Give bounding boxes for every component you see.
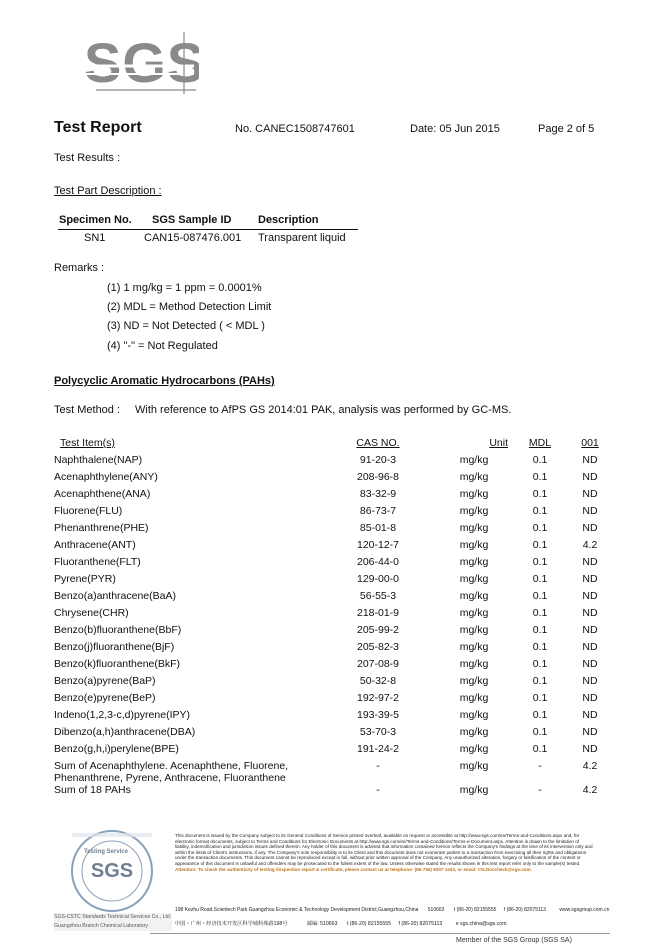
cas-number: 206-44-0 xyxy=(356,556,400,568)
sum-value: 4.2 xyxy=(582,784,598,796)
cas-number: 205-82-3 xyxy=(356,641,400,653)
cas-number: 207-08-9 xyxy=(356,658,400,670)
address-cn: 中国・广州・经济技术开发区科学城科珠路198号 xyxy=(175,921,288,927)
test-item: Benzo(b)fluoranthene(BbF) xyxy=(54,624,182,636)
table-row xyxy=(54,675,614,692)
sum-item: Sum of 18 PAHs xyxy=(54,784,131,796)
mdl: 0.1 xyxy=(532,590,548,602)
specimen-sample-id: CAN15-087476.001 xyxy=(144,232,242,244)
col-header-cas-label: CAS NO. xyxy=(356,437,400,449)
member-text: Member of the SGS Group (SGS SA) xyxy=(456,937,572,944)
result-001: ND xyxy=(582,488,598,500)
stamp-text: Testing Service xyxy=(84,849,128,855)
result-001: ND xyxy=(582,726,598,738)
table-sum-row xyxy=(54,760,614,784)
attention-text: Attention: To check the authenticity of testing /inspection report & certificate, please contact us at telephone: (86-755) 8307 1443, or email: CN.Doccheck@sgs.com xyxy=(175,866,531,872)
sum-item-line: Phenanthrene, Pyrene, Anthracene, Fluoranthene xyxy=(54,772,286,784)
mdl: 0.1 xyxy=(532,471,548,483)
specimen-header-desc: Description xyxy=(258,214,319,226)
sum-mdl: - xyxy=(538,784,542,796)
unit: mg/kg xyxy=(459,743,489,755)
result-001: ND xyxy=(582,454,598,466)
test-item: Benzo(k)fluoranthene(BkF) xyxy=(54,658,181,670)
cas-number: 85-01-8 xyxy=(359,522,397,534)
disclaimer-text: This document is issued by the Company subject to its General Conditions of Service printed overleaf, available on request or accessible at http://www.sgs.com/en/Terms-and-Conditions.aspx and, for electronic format documents, subject to Terms and Conditions for Electronic Documents at http://www.sgs.com/en/Terms-and-Conditions/Terms-e-Document.aspx. Attention is drawn to the limitation of liability, indemnification and jurisdiction issues defined therein. Any holder of this document is advised that information contained hereon reflects the Company's findings at the time of its intervention only and within the limits of Client's instructions, if any. The Company's sole responsibility is to its Client and this document does not exonerate parties to a transaction from exercising all their rights and obligations under the transaction documents. This document cannot be reproduced except in full, without prior written approval of the Company. Any unauthorized alteration, forgery or falsification of the content or appearance of this document is unlawful and offenders may be prosecuted to the fullest extent of the law. Unless otherwise stated the results shown in this test report refer only to the sample(s) tested. xyxy=(175,833,593,866)
test-item: Acenaphthene(ANA) xyxy=(54,488,151,500)
address-en: 198 Kezhu Road,Scientech Park Guangzhou Economic & Technology Development District,Guangzhou,China xyxy=(175,907,419,913)
report-number: No. CANEC1508747601 xyxy=(235,123,355,135)
lab-stamp xyxy=(54,825,172,935)
mdl: 0.1 xyxy=(532,709,548,721)
footer-disclaimer xyxy=(175,833,595,872)
specimen-header-no: Specimen No. xyxy=(59,214,132,226)
specimen-description: Transparent liquid xyxy=(258,232,346,244)
result-001: ND xyxy=(582,743,598,755)
table-row xyxy=(54,641,614,658)
unit: mg/kg xyxy=(459,641,489,653)
table-row xyxy=(54,624,614,641)
test-item: Fluoranthene(FLT) xyxy=(54,556,141,568)
remarks-label: Remarks : xyxy=(54,262,105,274)
unit: mg/kg xyxy=(459,505,489,517)
cas-number: 53-70-3 xyxy=(359,726,397,738)
cas-number: 193-39-5 xyxy=(356,709,400,721)
unit: mg/kg xyxy=(459,624,489,636)
remark-item: (3) ND = Not Detected ( < MDL ) xyxy=(107,320,265,332)
result-001: ND xyxy=(582,675,598,687)
test-item: Naphthalene(NAP) xyxy=(54,454,143,466)
cas-number: 208-96-8 xyxy=(356,471,400,483)
sum-item-line: Sum of Acenaphthylene. Acenaphthene, Fluorene, xyxy=(54,760,289,772)
unit: mg/kg xyxy=(459,607,489,619)
result-001: ND xyxy=(582,607,598,619)
fax-cn: f (86-20) 82075113 xyxy=(398,921,443,927)
test-item: Benzo(a)pyrene(BaP) xyxy=(54,675,156,687)
test-item: Benzo(j)fluoranthene(BjF) xyxy=(54,641,175,653)
col-header-001 xyxy=(566,437,614,454)
cas-number: 129-00-0 xyxy=(356,573,400,585)
test-item: Dibenzo(a,h)anthracene(DBA) xyxy=(54,726,196,738)
test-item: Benzo(a)anthracene(BaA) xyxy=(54,590,176,602)
sum-unit: mg/kg xyxy=(459,784,489,796)
unit: mg/kg xyxy=(459,675,489,687)
remark-item: (4) "-" = Not Regulated xyxy=(107,340,218,352)
test-item: Anthracene(ANT) xyxy=(54,539,136,551)
specimen-header-id: SGS Sample ID xyxy=(152,214,232,226)
unit: mg/kg xyxy=(459,573,489,585)
sum-value: 4.2 xyxy=(582,760,598,772)
cas-number: 120-12-7 xyxy=(356,539,400,551)
footer-rule xyxy=(150,933,610,934)
result-001: ND xyxy=(582,471,598,483)
cas-number: 192-97-2 xyxy=(356,692,400,704)
mdl: 0.1 xyxy=(532,743,548,755)
table-row xyxy=(54,743,614,760)
table-row xyxy=(54,522,614,539)
table-row xyxy=(54,709,614,726)
phone-cn: t (86-20) 82155555 xyxy=(346,921,392,927)
table-row xyxy=(54,505,614,522)
col-header-item-label: Test Item(s) xyxy=(60,437,115,449)
test-item: Acenaphthylene(ANY) xyxy=(54,471,158,483)
stamp-side-text: Guangzhou Branch Chemical Laboratory xyxy=(54,923,149,929)
mdl: 0.1 xyxy=(532,454,548,466)
unit: mg/kg xyxy=(459,471,489,483)
mdl: 0.1 xyxy=(532,539,548,551)
mdl: 0.1 xyxy=(532,692,548,704)
result-001: ND xyxy=(582,573,598,585)
footer-address-line-en xyxy=(175,907,609,913)
specimen-header-rule xyxy=(58,229,358,230)
result-001: ND xyxy=(582,658,598,670)
table-row xyxy=(54,692,614,709)
col-header-item xyxy=(54,437,322,454)
table-row xyxy=(54,658,614,675)
report-title: Test Report xyxy=(54,119,142,136)
unit: mg/kg xyxy=(459,658,489,670)
remark-item: (2) MDL = Method Detection Limit xyxy=(107,301,272,313)
sum-item xyxy=(54,760,322,784)
cas-number: 50-32-8 xyxy=(359,675,397,687)
mdl: 0.1 xyxy=(532,488,548,500)
sum-cas: - xyxy=(376,760,380,772)
col-header-unit-label: Unit xyxy=(489,437,508,449)
sum-cas: - xyxy=(376,784,380,796)
svg-text:SGS: SGS xyxy=(90,860,134,882)
section-title: Polycyclic Aromatic Hydrocarbons (PAHs) xyxy=(54,375,275,387)
result-001: ND xyxy=(582,522,598,534)
table-row xyxy=(54,607,614,624)
sgs-logo-graphic xyxy=(84,28,199,98)
mdl: 0.1 xyxy=(532,556,548,568)
phone-en: t (86-20) 82155555 xyxy=(453,907,497,913)
email: e sgs.china@sgs.com xyxy=(455,921,507,927)
mdl: 0.1 xyxy=(532,522,548,534)
cas-number: 56-55-3 xyxy=(359,590,397,602)
mdl: 0.1 xyxy=(532,726,548,738)
mdl: 0.1 xyxy=(532,658,548,670)
test-item: Benzo(e)pyrene(BeP) xyxy=(54,692,156,704)
table-row xyxy=(54,488,614,505)
test-item: Fluorene(FLU) xyxy=(54,505,123,517)
unit: mg/kg xyxy=(459,454,489,466)
cas-number: 218-01-9 xyxy=(356,607,400,619)
fax-en: f (86-20) 82075113 xyxy=(503,907,546,913)
col-header-unit xyxy=(434,437,514,454)
test-item: Phenanthrene(PHE) xyxy=(54,522,149,534)
svg-text:SGS: SGS xyxy=(84,31,199,94)
unit: mg/kg xyxy=(459,522,489,534)
table-row xyxy=(54,590,614,607)
footer-address-line-cn xyxy=(175,920,507,927)
table-row xyxy=(54,471,614,488)
mdl: 0.1 xyxy=(532,675,548,687)
website: www.sgsgroup.com.cn xyxy=(559,907,610,913)
page-number: Page 2 of 5 xyxy=(538,123,595,135)
cas-number: 91-20-3 xyxy=(359,454,397,466)
result-001: ND xyxy=(582,709,598,721)
table-row xyxy=(54,539,614,556)
remark-item: (1) 1 mg/kg = 1 ppm = 0.0001% xyxy=(107,282,262,294)
test-method-text: With reference to AfPS GS 2014:01 PAK, analysis was performed by GC-MS. xyxy=(135,404,512,416)
cas-number: 205-99-2 xyxy=(356,624,400,636)
results-table xyxy=(54,437,614,801)
table-sum-row xyxy=(54,784,614,801)
cas-number: 191-24-2 xyxy=(356,743,400,755)
sgs-logo xyxy=(84,28,199,98)
col-header-mdl xyxy=(514,437,566,454)
postcode-en: 510663 xyxy=(427,907,445,913)
result-001: ND xyxy=(582,692,598,704)
unit: mg/kg xyxy=(459,488,489,500)
unit: mg/kg xyxy=(459,556,489,568)
test-part-label: Test Part Description : xyxy=(54,185,162,197)
table-row xyxy=(54,556,614,573)
mdl: 0.1 xyxy=(532,607,548,619)
test-item: Chrysene(CHR) xyxy=(54,607,129,619)
report-date: Date: 05 Jun 2015 xyxy=(410,123,500,135)
mdl: 0.1 xyxy=(532,505,548,517)
postcode-cn: 邮编: 510663 xyxy=(306,921,338,927)
table-row xyxy=(54,573,614,590)
result-001: ND xyxy=(582,641,598,653)
mdl: 0.1 xyxy=(532,624,548,636)
result-001: ND xyxy=(582,590,598,602)
unit: mg/kg xyxy=(459,539,489,551)
result-001: 4.2 xyxy=(582,539,598,551)
col-header-mdl-label: MDL xyxy=(528,437,552,449)
specimen-no: SN1 xyxy=(84,232,106,244)
mdl: 0.1 xyxy=(532,641,548,653)
stamp-side-text: SGS-CSTC Standards Technical Services Co., Ltd. xyxy=(54,914,172,920)
table-row xyxy=(54,726,614,743)
result-001: ND xyxy=(582,505,598,517)
result-001: ND xyxy=(582,556,598,568)
test-results-label: Test Results : xyxy=(54,152,121,164)
col-header-cas xyxy=(322,437,434,454)
mdl: 0.1 xyxy=(532,573,548,585)
unit: mg/kg xyxy=(459,692,489,704)
result-001: ND xyxy=(582,624,598,636)
unit: mg/kg xyxy=(459,590,489,602)
table-header-row xyxy=(54,437,614,454)
test-method-label: Test Method : xyxy=(54,404,121,416)
unit: mg/kg xyxy=(459,726,489,738)
sum-unit: mg/kg xyxy=(459,760,489,772)
cas-number: 86-73-7 xyxy=(359,505,397,517)
cas-number: 83-32-9 xyxy=(359,488,397,500)
test-item: Indeno(1,2,3-c,d)pyrene(IPY) xyxy=(54,709,190,721)
col-header-001-label: 001 xyxy=(581,437,599,449)
sum-mdl: - xyxy=(538,760,542,772)
table-row xyxy=(54,454,614,471)
test-item: Pyrene(PYR) xyxy=(54,573,116,585)
unit: mg/kg xyxy=(459,709,489,721)
test-item: Benzo(g,h,i)perylene(BPE) xyxy=(54,743,179,755)
